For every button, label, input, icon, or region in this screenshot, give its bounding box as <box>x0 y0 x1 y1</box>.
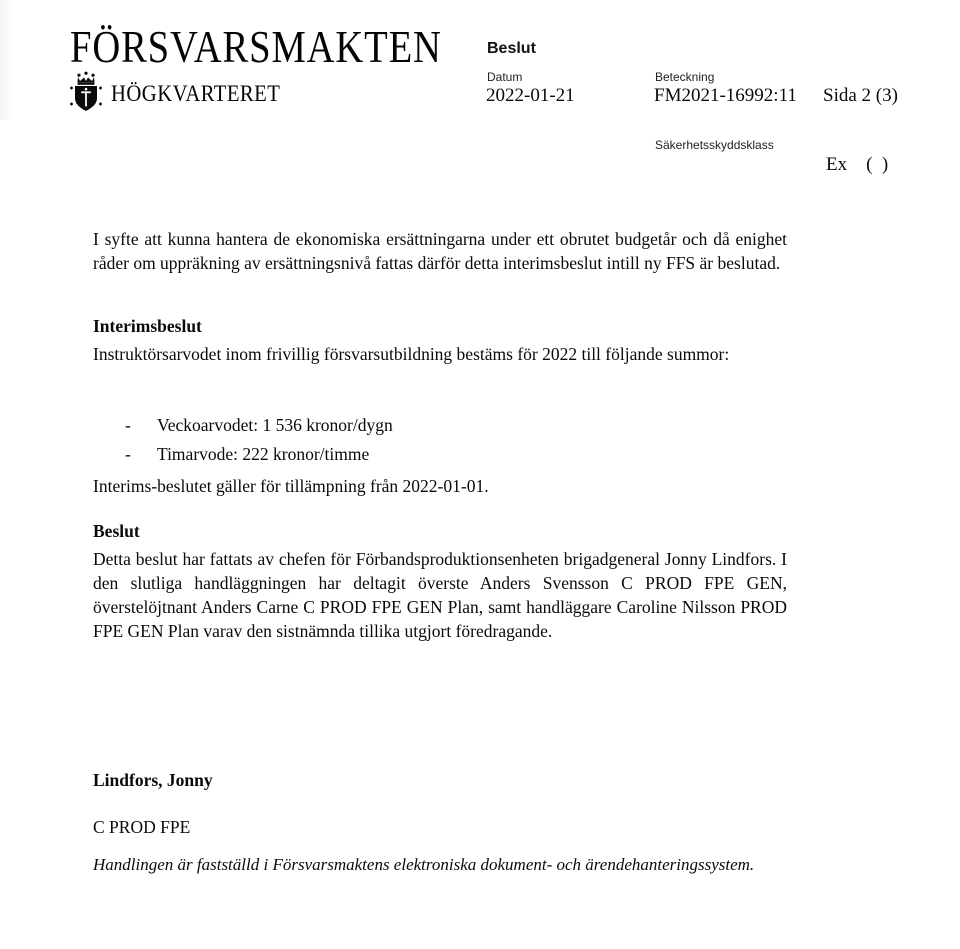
list-dash: - <box>125 415 131 435</box>
scan-edge-artifact <box>0 0 14 120</box>
ex-field: Ex ( ) <box>826 154 889 175</box>
beslut-heading: Beslut <box>93 521 140 541</box>
beteckning-label: Beteckning <box>655 70 715 84</box>
interim-paragraph: Instruktörsarvodet inom frivillig försvarsutbildning bestäms för 2022 till följande summor: <box>93 344 730 364</box>
footer-note: Handlingen är fastställd i Försvarsmaktens elektroniska dokument- och ärendehanteringssystem. <box>93 855 755 874</box>
validity-paragraph: Interims-beslutet gäller för tillämpning från 2022-01-01. <box>93 476 489 496</box>
org-unit: HÖGKVARTERET <box>111 80 281 106</box>
intro-paragraph: I syfte att kunna hantera de ekonomiska ersättningarna under ett obrutet budgetår och då enighet råder om uppräkning av ersättningsnivå fattas därför detta interimsbeslut intill ny FFS är beslutad. <box>93 229 787 273</box>
list-item <box>93 411 787 440</box>
list-item-text: Timarvode: 222 kronor/timme <box>157 444 370 464</box>
org-unit-row <box>67 71 299 116</box>
list-dash: - <box>125 444 131 464</box>
security-class-label: Säkerhetsskyddsklass <box>655 138 774 152</box>
org-name: FÖRSVARSMAKTEN <box>70 21 442 72</box>
datum-label: Datum <box>487 70 523 84</box>
signature-name: Lindfors, Jonny <box>93 770 213 790</box>
interim-heading: Interimsbeslut <box>93 316 202 336</box>
beslut-paragraph: Detta beslut har fattats av chefen för Förbandsproduktionsenheten brigadgeneral Jonny Lindfors. I den slutliga handläggningen har deltagit överste Anders Svensson C PROD FPE GEN, överstelöjtnant Anders Carne C PROD FPE GEN Plan, samt handläggare Caroline Nilsson PROD FPE GEN Plan varav den sistnämnda tillika utgjort föredragande. <box>93 549 787 641</box>
datum-value: 2022-01-21 <box>486 85 575 106</box>
list-item-text: Veckoarvodet: 1 536 kronor/dygn <box>157 415 393 435</box>
beteckning-value: FM2021-16992:11 <box>654 85 797 106</box>
signature-title: C PROD FPE <box>93 817 191 837</box>
forsvarsmakten-crest-icon <box>67 71 105 116</box>
fee-list <box>93 411 787 469</box>
page-indicator: Sida 2 (3) <box>823 85 898 106</box>
list-item <box>93 440 787 469</box>
doc-type-label: Beslut <box>487 40 536 57</box>
